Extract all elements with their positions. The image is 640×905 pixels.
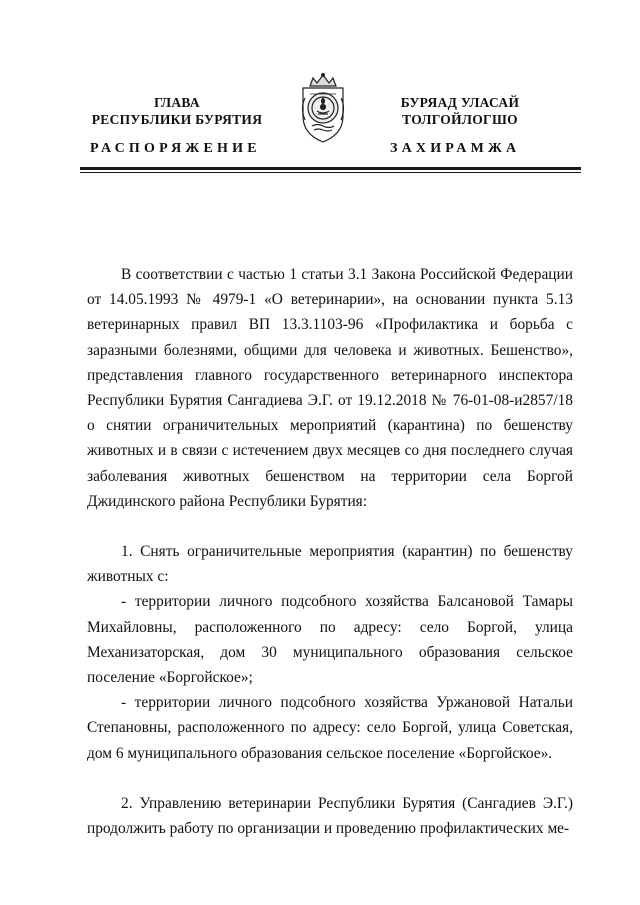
issuer-title-russian [82,94,272,128]
issuer-line-1: ГЛАВА [154,95,200,110]
order-body [87,262,573,841]
issuer-line-2: РЕСПУБЛИКИ БУРЯТИЯ [91,112,263,127]
document-type-buryat: ЗАХИРАМЖА [390,141,521,156]
issuer-line-2: ТОЛГОЙЛОГШО [402,112,518,127]
header-divider-thin [80,172,581,173]
issuer-line-1: БУРЯАД УЛАСАЙ [400,95,520,110]
issuer-title-buryat [362,94,558,128]
item-1-paragraph: 1. Снять ограничительные мероприятия (карантин) по бешенству животных с: [87,543,573,586]
coat-of-arms-icon [296,72,350,146]
item-1-subitem-b: - территории личного подсобного хозяйства Уржановой Натальи Степановны, расположенного по адресу: село Боргой, улица Советская, дом 6 муниципального образования сельское поселение «Боргойское». [87,694,573,762]
preamble-paragraph: В соответствии с частью 1 статьи 3.1 Закона Российской Федерации от 14.05.1993 № 4979-1 «О ветеринарии», на основании пункта 5.13 ветеринарных правил ВП 13.3.1103-96 «Профилактика и борьба с заразными болезнями, общими для человека и животных. Бешенство», представления главного государственного ветеринарного инспектора Республики Бурятия Сангадиева Э.Г. от 19.12.2018 № 76-01-08-и2857/18 о снятии ограничительных мероприятий (карантина) по бешенству животных и в связи с истечением двух месяцев со дня последнего случая заболевания животных бешенством на территории села Боргой Джидинского района Республики Бурятия: [87,266,573,510]
header-divider-thick [80,167,581,170]
item-1-subitem-a: - территории личного подсобного хозяйства Балсановой Тамары Михайловны, расположенного по адресу: село Боргой, улица Механизаторская, дом 30 муниципального образования сельское поселение «Боргойское»; [87,593,573,687]
document-type-russian: РАСПОРЯЖЕНИЕ [90,141,261,156]
item-2-paragraph: 2. Управлению ветеринарии Республики Бурятия (Сангадиев Э.Г.) продолжить работу по организации и проведению профилактических ме- [87,794,573,838]
